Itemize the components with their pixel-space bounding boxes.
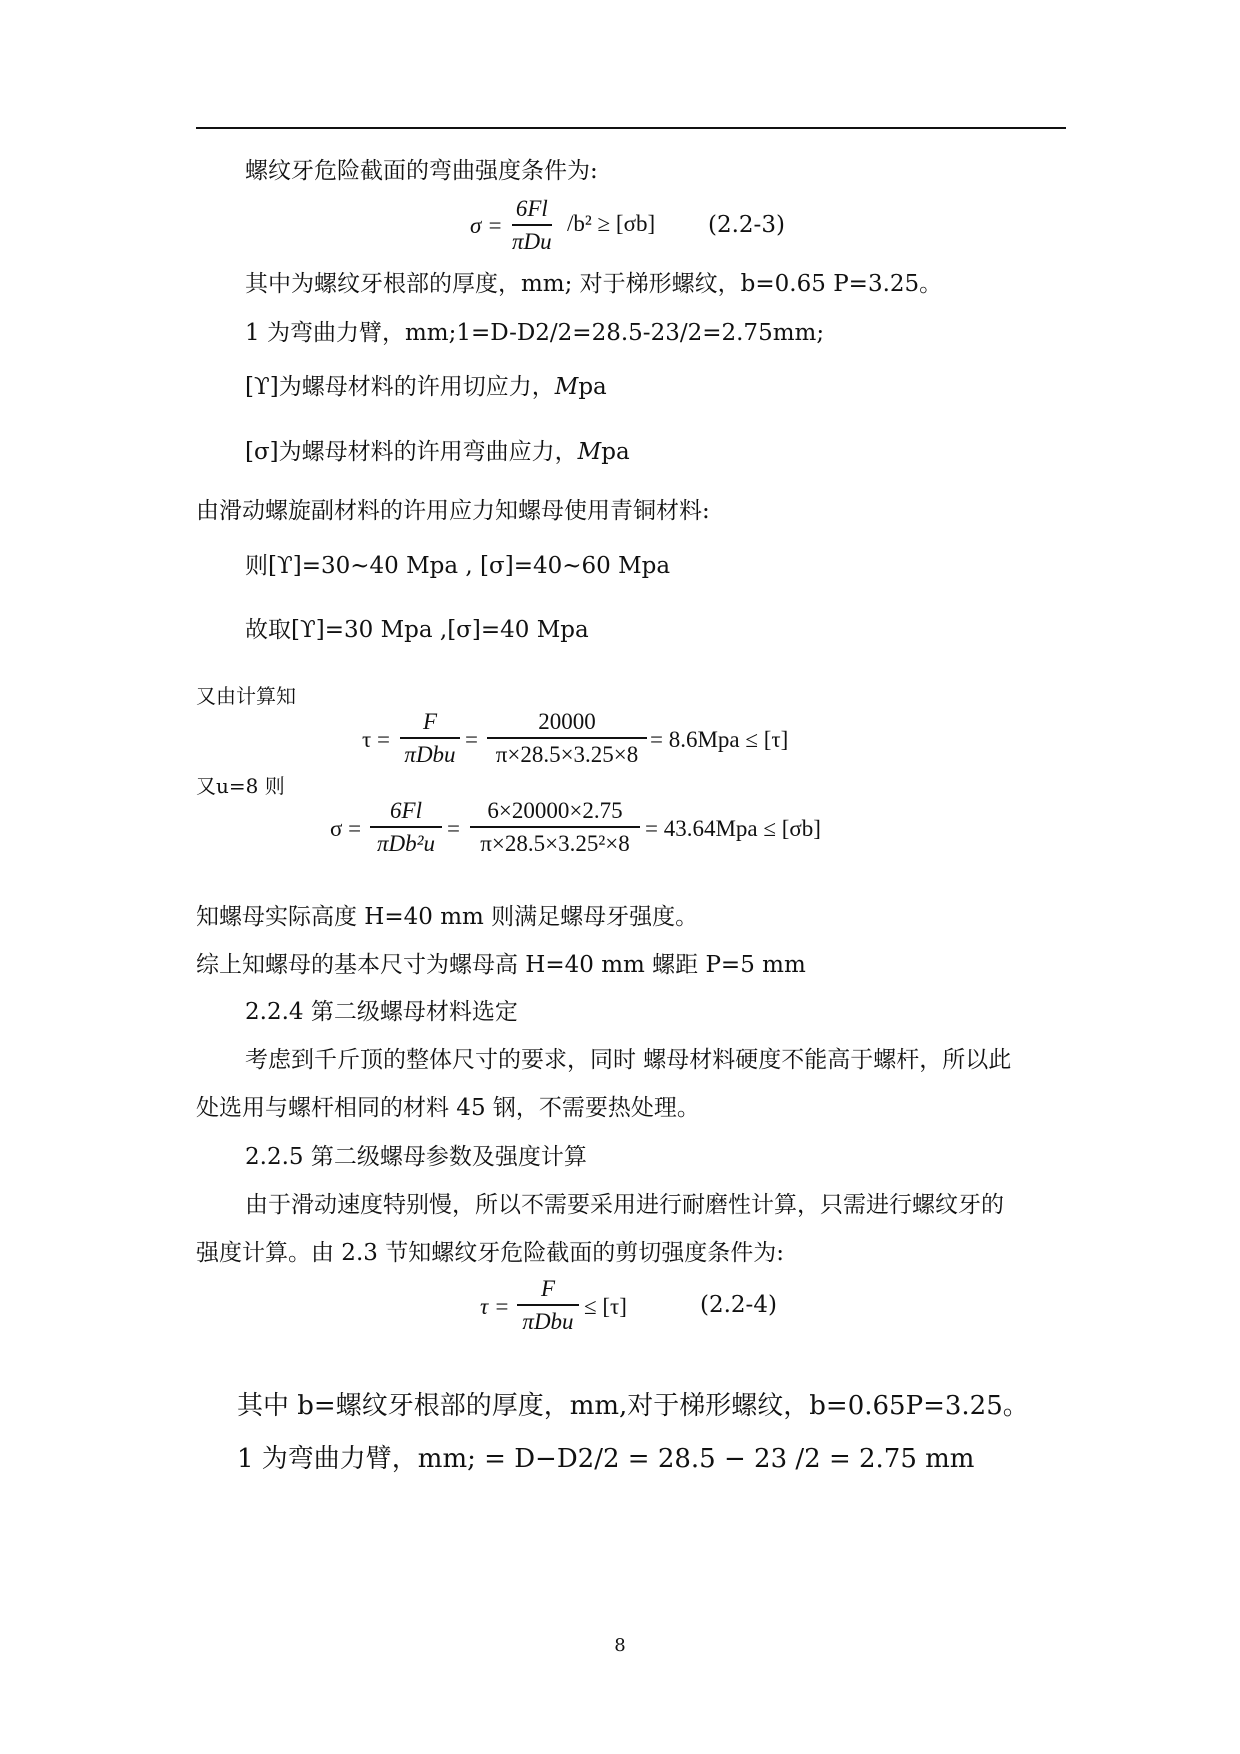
page-number: 8 [614,1635,626,1656]
eq-rhs: = 43.64Mpa ≤ [σb] [645,816,821,841]
fraction-bar [512,224,552,226]
eq-fraction [470,799,640,855]
eq-equals: = [447,816,460,841]
eq-denominator: π×28.5×3.25×8 [495,741,639,767]
text-line: 螺纹牙危险截面的弯曲强度条件为: [245,158,598,184]
text-line [245,441,630,464]
eq-fraction [400,710,460,766]
text-line: 知螺母实际高度 H=40 mm 则满足螺母牙强度。 [196,904,699,930]
text-line: 又由计算知 [196,684,296,708]
text-line: 处选用与螺杆相同的材料 45 钢，不需要热处理。 [196,1095,700,1121]
text-line: 又u=8 则 [196,774,285,798]
eq-numerator: F [422,709,438,734]
text-segment: pa [578,374,607,400]
text-segment: [σ]为螺母材料的许用弯曲应力， [245,439,578,465]
text-segment: [ϒ]为螺母材料的许用切应力， [245,374,555,400]
eq-denominator: πDb²u [376,830,436,856]
eq-rhs: ≤ [τ] [584,1294,627,1319]
eq-numerator: 6Fl [515,196,548,221]
eq-denominator: πDu [512,228,552,254]
eq-rhs: /b² ≥ [σb] [567,211,656,236]
eq-fraction [487,710,647,766]
eq-tag: (2.2-4) [700,1292,777,1318]
eq-numerator: 20000 [538,709,596,734]
text-line: 其中为螺纹牙根部的厚度，mm; 对于梯形螺纹，b=0.65 P=3.25。 [245,271,943,297]
eq-rhs: = 8.6Mpa ≤ [τ] [650,727,789,752]
eq-lhs: τ = [362,727,390,752]
eq-fraction [517,1277,579,1333]
eq-equals: = [465,727,478,752]
text-line: 强度计算。由 2.3 节知螺纹牙危险截面的剪切强度条件为: [196,1240,784,1266]
fraction-bar [470,826,640,828]
text-line [245,376,607,399]
fraction-bar [370,826,442,828]
eq-numerator: 6×20000×2.75 [487,798,623,823]
text-line: 综上知螺母的基本尺寸为螺母高 H=40 mm 螺距 P=5 mm [196,952,806,978]
eq-fraction [512,197,552,253]
text-segment: M [554,374,579,400]
section-heading: 2.2.4 第二级螺母材料选定 [245,999,518,1025]
eq-lhs: σ = [330,816,362,841]
eq-numerator: F [540,1276,556,1301]
fraction-bar [487,737,647,739]
eq-denominator: πDbu [404,741,456,767]
header-rule [196,127,1066,129]
eq-lhs: σ = [470,213,503,238]
text-line: 由于滑动速度特别慢，所以不需要采用进行耐磨性计算，只需进行螺纹牙的 [245,1192,1004,1218]
fraction-bar [517,1304,579,1306]
text-segment: pa [601,439,630,465]
eq-denominator: π×28.5×3.25²×8 [480,830,630,856]
fraction-bar [400,737,460,739]
text-line: 1 为弯曲力臂，mm;1=D-D2/2=28.5-23/2=2.75mm; [245,320,825,346]
text-line: 故取[ϒ]=30 Mpa ,[σ]=40 Mpa [245,617,589,643]
text-line: 其中 b=螺纹牙根部的厚度，mm,对于梯形螺纹，b=0.65P=3.25。 [237,1391,1029,1421]
eq-tag: (2.2-3) [708,212,785,238]
text-line: 1 为弯曲力臂，mm; = D−D2/2 = 28.5 − 23 /2 = 2.75 mm [237,1444,975,1474]
section-heading: 2.2.5 第二级螺母参数及强度计算 [245,1144,587,1170]
eq-lhs: τ = [480,1294,510,1319]
eq-denominator: πDbu [522,1308,574,1334]
text-line: 由滑动螺旋副材料的许用应力知螺母使用青铜材料: [196,498,710,524]
text-line: 则[ϒ]=30~40 Mpa , [σ]=40~60 Mpa [245,553,671,579]
eq-numerator: 6Fl [390,798,422,823]
text-segment: M [577,439,602,465]
text-line: 考虑到千斤顶的整体尺寸的要求，同时 螺母材料硬度不能高于螺杆，所以此 [245,1047,1012,1073]
eq-fraction [370,799,442,855]
